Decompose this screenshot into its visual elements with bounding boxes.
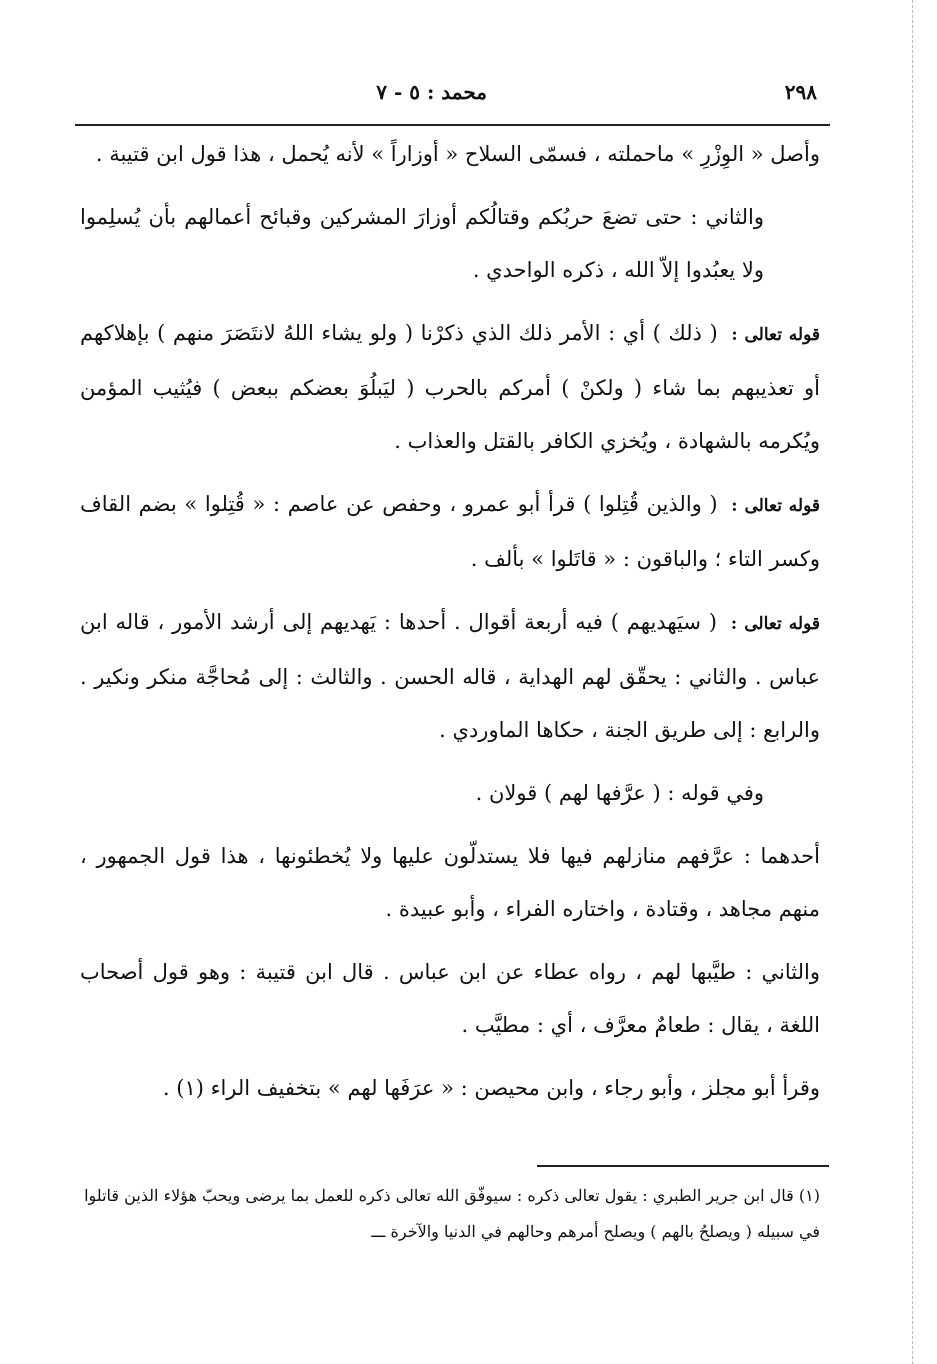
verse-lead: قوله تعالى : [731,496,821,516]
page-header [75,80,817,110]
paragraph-text: وفي قوله : ( عرَّفها لهم ) قولان . [475,781,764,805]
header-rule [75,124,830,126]
footnote-text: (١) قال ابن جرير الطبري : يقول تعالى ذكره : سيوفّق الله تعالى ذكره للعمل بما يرضى ويحبّ هؤلاء الذين قاتلوا في سبيله ( ويصلحُ بالهم ) ويصلح أمرهم وحالهم في الدنيا والآخرة ـــ [84,1186,820,1241]
paragraph-text: ( ذلك ) أي : الأمر ذلك الذي ذكرْنا ( ولو يشاء اللهُ لانتَصَرَ منهم ) بإهلاكهم أو تعذيبهم بما شاء ( ولكنْ ) أمركم بالحرب ( ليَبلُوَ بعضكم ببعض ) فيُثيب المؤمن ويُكرمه بالشهادة ، ويُخزي الكافر بالقتل والعذاب . [80,321,820,453]
paragraph-7 [80,830,820,936]
paragraph-9 [80,1062,820,1115]
paragraph-1 [80,128,820,181]
paragraph-text: والثاني : حتى تضعَ حربُكم وقتالُكم أوزارَ المشركين وقبائح أعمالهم بأن يُسلِموا ولا يعبُدوا إلاّ الله ، ذكره الواحدي . [80,205,764,282]
paragraph-6 [80,767,820,820]
paragraph-5 [80,596,820,757]
paragraph-8 [80,946,820,1052]
footnote [80,1178,820,1250]
footnote-rule [537,1165,829,1167]
paragraph-3 [80,307,820,468]
paragraph-text: ( والذين قُتِلوا ) قرأ أبو عمرو ، وحفص عن عاصم : « قُتِلوا » بضم القاف وكسر التاء ؛ والباقون : « قاتَلوا » بألف . [80,492,820,571]
paragraph-text: وأصل « الوِزْرِ » ماحملته ، فسمّى السلاح « أوزاراً » لأنه يُحمل ، هذا قول ابن قتيبة . [95,142,820,166]
paragraph-text: أحدهما : عرَّفهم منازلهم فيها فلا يستدلّون عليها ولا يُخطئونها ، هذا قول الجمهور ، منهم مجاهد ، وقتادة ، واختاره الفراء ، وأبو عبيدة . [80,844,820,921]
paragraph-text: وقرأ أبو مجلز ، وأبو رجاء ، وابن محيصن : « عرَفَها لهم » بتخفيف الراء (١) . [162,1076,820,1100]
verse-lead: قوله تعالى : [730,614,820,634]
verse-lead: قوله تعالى : [731,325,820,345]
page-number: ٢٩٨ [784,80,817,104]
running-title: محمد : ٥ - ٧ [376,80,487,104]
paragraph-text: ( سيَهديهم ) فيه أربعة أقوال . أحدها : يَهديهم إلى أرشد الأمور ، قاله ابن عباس . والثاني : يحقّق لهم الهداية ، قاله الحسن . والثالث : إلى مُحاجَّة منكر ونكير . والرابع : إلى طريق الجنة ، حكاها الماوردي . [80,610,820,742]
paragraph-2 [80,191,820,297]
main-text [80,128,820,1125]
scan-margin-line [912,0,913,1364]
paragraph-4 [80,478,820,586]
paragraph-text: والثاني : طيَّبها لهم ، رواه عطاء عن ابن عباس . قال ابن قتيبة : وهو قول أصحاب اللغة ، يقال : طعامٌ معرَّف ، أي : مطيَّب . [80,960,820,1037]
